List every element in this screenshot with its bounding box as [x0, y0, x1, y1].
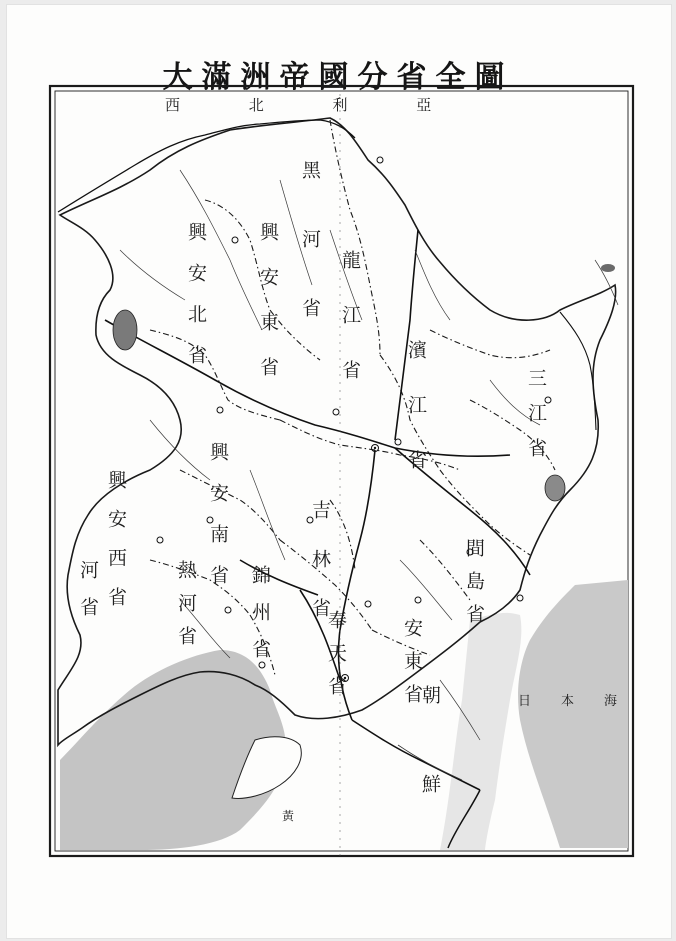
hulun-lake: [113, 310, 137, 350]
label-binjiang-text: 濱江省: [405, 340, 427, 505]
label-binjiang-province: [406, 340, 428, 505]
label-sanjiang-province: [526, 368, 548, 473]
label-xingan-south-text: 興安南省: [207, 442, 229, 606]
label-xingan-west-province: [106, 470, 128, 626]
label-longjiang-text: 龍江省: [339, 250, 361, 415]
label-korea-text: 朝鮮: [419, 685, 441, 863]
label-xingan-north-province: [186, 222, 208, 386]
label-jilin-text: 吉林省: [309, 500, 331, 647]
label-sanjiang-text: 三江省: [525, 368, 547, 473]
label-xingan-east-text: 興安東省: [257, 222, 279, 402]
map-title: 大滿洲帝國分省全圖: [162, 60, 514, 95]
label-jiandao-province: [464, 538, 486, 637]
label-longjiang-province: [340, 250, 362, 415]
label-xingan-north-text: 興安北省: [185, 222, 207, 386]
label-yellow-sea: 黃: [282, 809, 295, 823]
label-xingan-east-province: [258, 222, 280, 402]
label-xingan-south-province: [208, 442, 230, 606]
ussuri-river: [560, 312, 596, 430]
label-heihe-text: 黑河省: [299, 160, 321, 367]
label-xingan-west-text: 興安西省: [105, 470, 127, 626]
label-fengtian-text: 奉天省: [325, 610, 347, 709]
label-andong-text: 安東省: [401, 618, 423, 717]
sea-japan-area: [518, 580, 628, 848]
label-hebei-text: 河省: [77, 560, 99, 634]
label-siberia: 西 北 利 亞: [165, 96, 464, 114]
label-sea-of-japan: 日本海: [518, 694, 648, 709]
label-jinzhou-province: [250, 565, 272, 676]
label-rehe-province: [176, 560, 198, 659]
label-jiandao-text: 間島省: [463, 538, 485, 637]
label-heihe-province: [300, 160, 322, 367]
label-korea: [420, 685, 442, 863]
label-rehe-text: 熱河省: [175, 560, 197, 659]
khanka-lake: [545, 475, 565, 501]
label-hebei-province: [78, 560, 100, 634]
sakhalin-isle: [601, 264, 615, 272]
korea-coast-shading: [440, 613, 521, 850]
label-fengtian-province: [326, 610, 348, 709]
label-jinzhou-text: 錦州省: [249, 565, 271, 676]
